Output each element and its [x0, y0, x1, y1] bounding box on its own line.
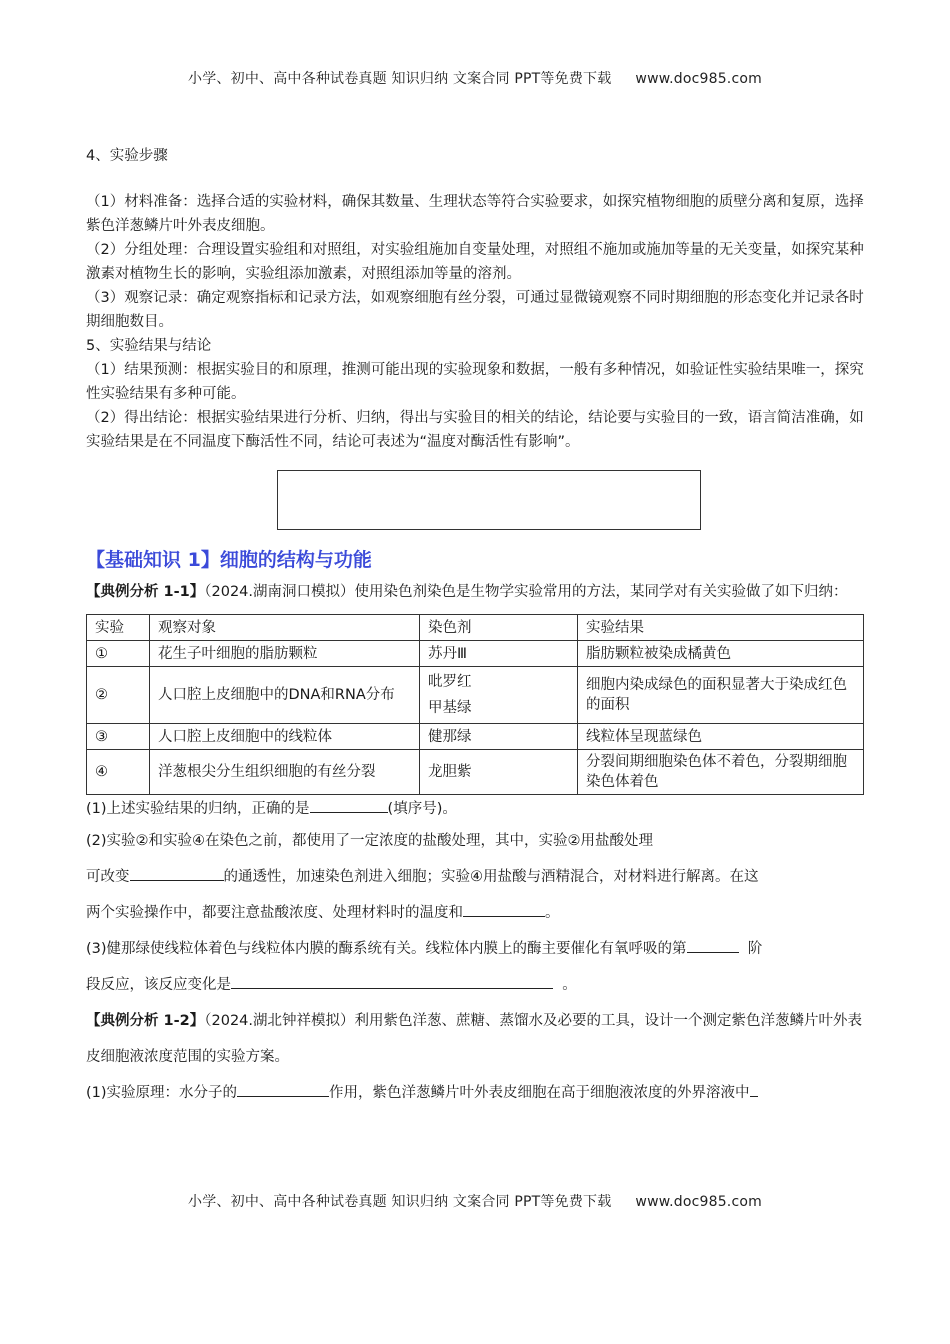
- example2-question-1: [86, 1075, 864, 1111]
- question-3-line1: [86, 931, 864, 967]
- table-cell: 线粒体呈现蓝绿色: [578, 724, 864, 750]
- page-header: [0, 68, 950, 88]
- q3-text-c: 段反应，该反应变化是: [86, 977, 231, 993]
- q2-text-b: 可改变: [86, 869, 130, 885]
- results-title: 5、实验结果与结论: [86, 338, 212, 354]
- table-cell: 脂肪颗粒被染成橘黄色: [578, 641, 864, 667]
- question-2-line2: [86, 859, 864, 895]
- table-cell: 龙胆紫: [420, 750, 578, 795]
- question-3-line2: [86, 967, 864, 1003]
- table-cell: 分裂间期细胞染色体不着色，分裂期细胞染色体着色: [578, 750, 864, 795]
- answer-blank[interactable]: [237, 1080, 329, 1097]
- dye-name: 吡罗红: [428, 674, 472, 690]
- table-header: 染色剂: [420, 615, 578, 641]
- dye-name: 甲基绿: [428, 700, 472, 716]
- answer-blank[interactable]: [750, 1080, 758, 1097]
- q3-text-a: (3)健那绿使线粒体着色与线粒体内膜的酶系统有关。线粒体内膜上的酶主要催化有氧呼吸的第: [86, 941, 687, 957]
- page-footer: [0, 1191, 950, 1211]
- example1-text: （2024.湖南洞口模拟）使用染色剂染色是生物学实验常用的方法，某同学对有关实验做了如下归纳：: [204, 584, 848, 600]
- footer-url: www.doc985.com: [635, 1194, 762, 1210]
- table-cell: 人口腔上皮细胞中的线粒体: [150, 724, 420, 750]
- q2-text-d: 两个实验操作中，都要注意盐酸浓度、处理材料时的温度和: [86, 905, 463, 921]
- footer-text: 小学、初中、高中各种试卷真题 知识归纳 文案合同 PPT等免费下载: [188, 1194, 612, 1210]
- answer-blank[interactable]: [310, 796, 388, 813]
- steps-title: 4、实验步骤: [86, 148, 168, 164]
- example2-intro: [86, 1003, 864, 1075]
- answer-blank[interactable]: [231, 972, 553, 989]
- ex2-q1-text-b: 作用，紫色洋葱鳞片叶外表皮细胞在高于细胞液浓度的外界溶液中: [329, 1085, 750, 1101]
- table-header-row: [87, 615, 864, 641]
- answer-blank[interactable]: [463, 900, 545, 917]
- question-2-line3: [86, 895, 864, 931]
- table-row: [87, 724, 864, 750]
- table-cell: ④: [87, 750, 150, 795]
- header-text: 小学、初中、高中各种试卷真题 知识归纳 文案合同 PPT等免费下载: [188, 71, 612, 87]
- table-cell: 洋葱根尖分生组织细胞的有丝分裂: [150, 750, 420, 795]
- empty-frame: [277, 470, 701, 530]
- page-content: [86, 140, 864, 1111]
- table-header: 观察对象: [150, 615, 420, 641]
- results-p2: （2）得出结论：根据实验结果进行分析、归纳，得出与实验目的相关的结论，结论要与实验目的一致，语言简洁准确，如实验结果是在不同温度下酶活性不同，结论可表述为“温度对酶活性有影响”。: [86, 410, 864, 450]
- q2-text-c: 的通透性，加速染色剂进入细胞；实验④用盐酸与酒精混合，对材料进行解离。在这: [223, 869, 759, 885]
- section-title: 【基础知识 1】细胞的结构与功能: [86, 549, 372, 571]
- table-cell: 健那绿: [420, 724, 578, 750]
- q3-text-b: 阶: [747, 941, 763, 957]
- header-url: www.doc985.com: [635, 71, 762, 87]
- question-2-line1: (2)实验②和实验④在染色之前，都使用了一定浓度的盐酸处理，其中，实验②用盐酸处理: [86, 833, 654, 849]
- example1-intro: [86, 576, 864, 608]
- table-cell: 花生子叶细胞的脂肪颗粒: [150, 641, 420, 667]
- answer-blank[interactable]: [130, 864, 224, 881]
- table-header: 实验结果: [578, 615, 864, 641]
- ex2-q1-text-a: (1)实验原理：水分子的: [86, 1085, 238, 1101]
- answer-blank[interactable]: [687, 936, 739, 953]
- steps-p1: （1）材料准备：选择合适的实验材料，确保其数量、生理状态等符合实验要求，如探究植物细胞的质壁分离和复原，选择紫色洋葱鳞片叶外表皮细胞。: [86, 194, 864, 234]
- example1-tag: 【典例分析 1-1】: [86, 584, 205, 600]
- table-cell: [420, 667, 578, 724]
- example2-text: （2024.湖北钟祥模拟）利用紫色洋葱、蔗糖、蒸馏水及必要的工具，设计一个测定紫色洋葱鳞片叶外表皮细胞液浓度范围的实验方案。: [86, 1013, 863, 1065]
- table-cell: ②: [87, 667, 150, 724]
- q2-text-e: 。: [545, 905, 560, 921]
- steps-p2: （2）分组处理：合理设置实验组和对照组，对实验组施加自变量处理，对照组不施加或施加等量的无关变量，如探究某种激素对植物生长的影响，实验组添加激素，对照组添加等量的溶剂。: [86, 242, 864, 282]
- q1-text-b: (填序号)。: [387, 801, 457, 817]
- example2-tag: 【典例分析 1-2】: [86, 1013, 205, 1029]
- results-p1: （1）结果预测：根据实验目的和原理，推测可能出现的实验现象和数据，一般有多种情况，如验证性实验结果唯一，探究性实验结果有多种可能。: [86, 362, 864, 402]
- table-cell: 细胞内染成绿色的面积显著大于染成红色的面积: [578, 667, 864, 724]
- table-cell: 人口腔上皮细胞中的DNA和RNA分布: [150, 667, 420, 724]
- steps-p3: （3）观察记录：确定观察指标和记录方法，如观察细胞有丝分裂，可通过显微镜观察不同时期细胞的形态变化并记录各时期细胞数目。: [86, 290, 864, 330]
- table-row: [87, 667, 864, 724]
- table-row: [87, 750, 864, 795]
- table-cell: 苏丹Ⅲ: [420, 641, 578, 667]
- question-1: [86, 795, 864, 823]
- table-header: 实验: [87, 615, 150, 641]
- table-row: [87, 641, 864, 667]
- stain-table: [86, 614, 864, 795]
- q3-text-d: 。: [562, 977, 577, 993]
- table-cell: ③: [87, 724, 150, 750]
- q1-text-a: (1)上述实验结果的归纳，正确的是: [86, 801, 310, 817]
- table-cell: ①: [87, 641, 150, 667]
